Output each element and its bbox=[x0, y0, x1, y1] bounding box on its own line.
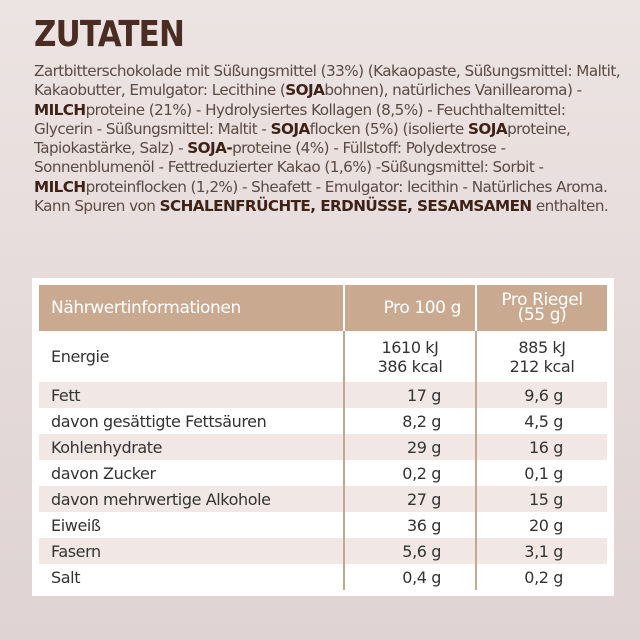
row-label: Kohlenhydrate bbox=[39, 434, 344, 460]
ingredient-text: proteinflocken (1,2%) - Sheafett - Emulgator: lecithin - Natürliches Aroma. Kann Spuren von bbox=[34, 177, 608, 216]
row-label: davon Zucker bbox=[39, 460, 344, 486]
row-perbar: 20 g bbox=[528, 515, 563, 535]
table-row bbox=[39, 512, 607, 538]
table-row bbox=[39, 382, 607, 408]
row-per100: 0,2 g bbox=[344, 460, 476, 486]
row-per100: 29 g bbox=[344, 434, 476, 460]
nutrition-card bbox=[32, 278, 614, 596]
header-per-bar-line2: (55 g) bbox=[517, 305, 567, 325]
ingredient-text: proteine (21%) - Hydrolysiertes Kollagen (8,5%) - Feuchthaltemittel: Glycerin - Süßungsmittel: Maltit - bbox=[34, 100, 566, 138]
row-label: davon gesättigte Fettsäuren bbox=[39, 408, 344, 434]
header-per-bar-line1: Pro Riegel bbox=[501, 290, 583, 310]
table-row bbox=[39, 538, 607, 564]
energy-kcal: 212 kcal bbox=[509, 356, 575, 376]
row-per100: 17 g bbox=[344, 382, 476, 408]
ingredient-text: bohnen), natürliches Vanillearoma) - bbox=[324, 81, 582, 100]
header-per-100g: Pro 100 g bbox=[344, 285, 476, 331]
allergen-text: SOJA bbox=[285, 81, 325, 100]
row-label: Fasern bbox=[39, 538, 344, 564]
header-per-bar bbox=[476, 285, 607, 331]
row-perbar: 0,1 g bbox=[524, 463, 563, 483]
row-perbar bbox=[476, 331, 607, 382]
row-perbar: 9,6 g bbox=[476, 382, 607, 408]
ingredients-heading: ZUTATEN bbox=[34, 14, 185, 55]
ingredient-text: enthalten. bbox=[531, 197, 609, 216]
table-row bbox=[39, 486, 607, 512]
row-label: davon mehrwertige Alkohole bbox=[39, 486, 344, 512]
row-per100: 8,2 g bbox=[344, 408, 476, 434]
row-per100: 5,6 g bbox=[344, 538, 476, 564]
ingredient-text: proteine (4%) - Füllstoff: Polydextrose - Sonnenblumenöl - Fettreduzierter Kakao (1,6%) -Süßungsmittel: Sorbit - bbox=[34, 139, 544, 177]
allergen-text: SCHALENFRÜCHTE, ERDNÜSSE, SESAMSAMEN bbox=[159, 197, 532, 216]
row-per100: 0,4 g bbox=[344, 564, 476, 590]
row-label: Fett bbox=[39, 382, 344, 408]
allergen-text: SOJA bbox=[270, 119, 310, 138]
row-perbar: 15 g bbox=[476, 486, 607, 512]
table-row bbox=[39, 408, 607, 434]
header-nutrition-info: Nährwertinformationen bbox=[39, 285, 344, 331]
energy-kcal: 386 kcal bbox=[377, 356, 443, 376]
energy-kj: 1610 kJ bbox=[381, 337, 439, 357]
allergen-text: SOJA bbox=[468, 119, 508, 138]
row-perbar: 4,5 g bbox=[524, 411, 563, 431]
row-label: Energie bbox=[39, 331, 344, 382]
row-perbar: 16 g bbox=[476, 434, 607, 460]
row-label: Eiweiß bbox=[39, 512, 344, 538]
row-perbar: 0,2 g bbox=[524, 567, 563, 587]
nutrition-table bbox=[39, 285, 607, 590]
allergen-text: MILCH bbox=[34, 100, 86, 119]
ingredient-text: Zartbitterschokolade mit Süßungsmittel (33%) (Kakaopaste, Süßungsmittel: Maltit, Kakaobutter, Emulgator: Lecithine ( bbox=[34, 62, 621, 100]
ingredient-text: flocken (5%) (isolierte bbox=[309, 119, 469, 138]
row-per100: 36 g bbox=[344, 512, 476, 538]
allergen-text: MILCH bbox=[34, 177, 86, 196]
ingredient-text: proteine, Tapiokastärke, Salz) - bbox=[34, 119, 571, 158]
table-row bbox=[39, 434, 607, 460]
table-row bbox=[39, 460, 607, 486]
energy-kj: 885 kJ bbox=[518, 337, 566, 357]
allergen-text: SOJA- bbox=[187, 139, 233, 158]
table-row-energy bbox=[39, 331, 607, 382]
row-per100: 27 g bbox=[344, 486, 476, 512]
table-header-row bbox=[39, 285, 607, 331]
row-label: Salt bbox=[39, 564, 344, 590]
row-per100 bbox=[344, 331, 476, 382]
table-row bbox=[39, 564, 607, 590]
ingredients-text bbox=[34, 62, 624, 216]
row-perbar: 3,1 g bbox=[476, 538, 607, 564]
